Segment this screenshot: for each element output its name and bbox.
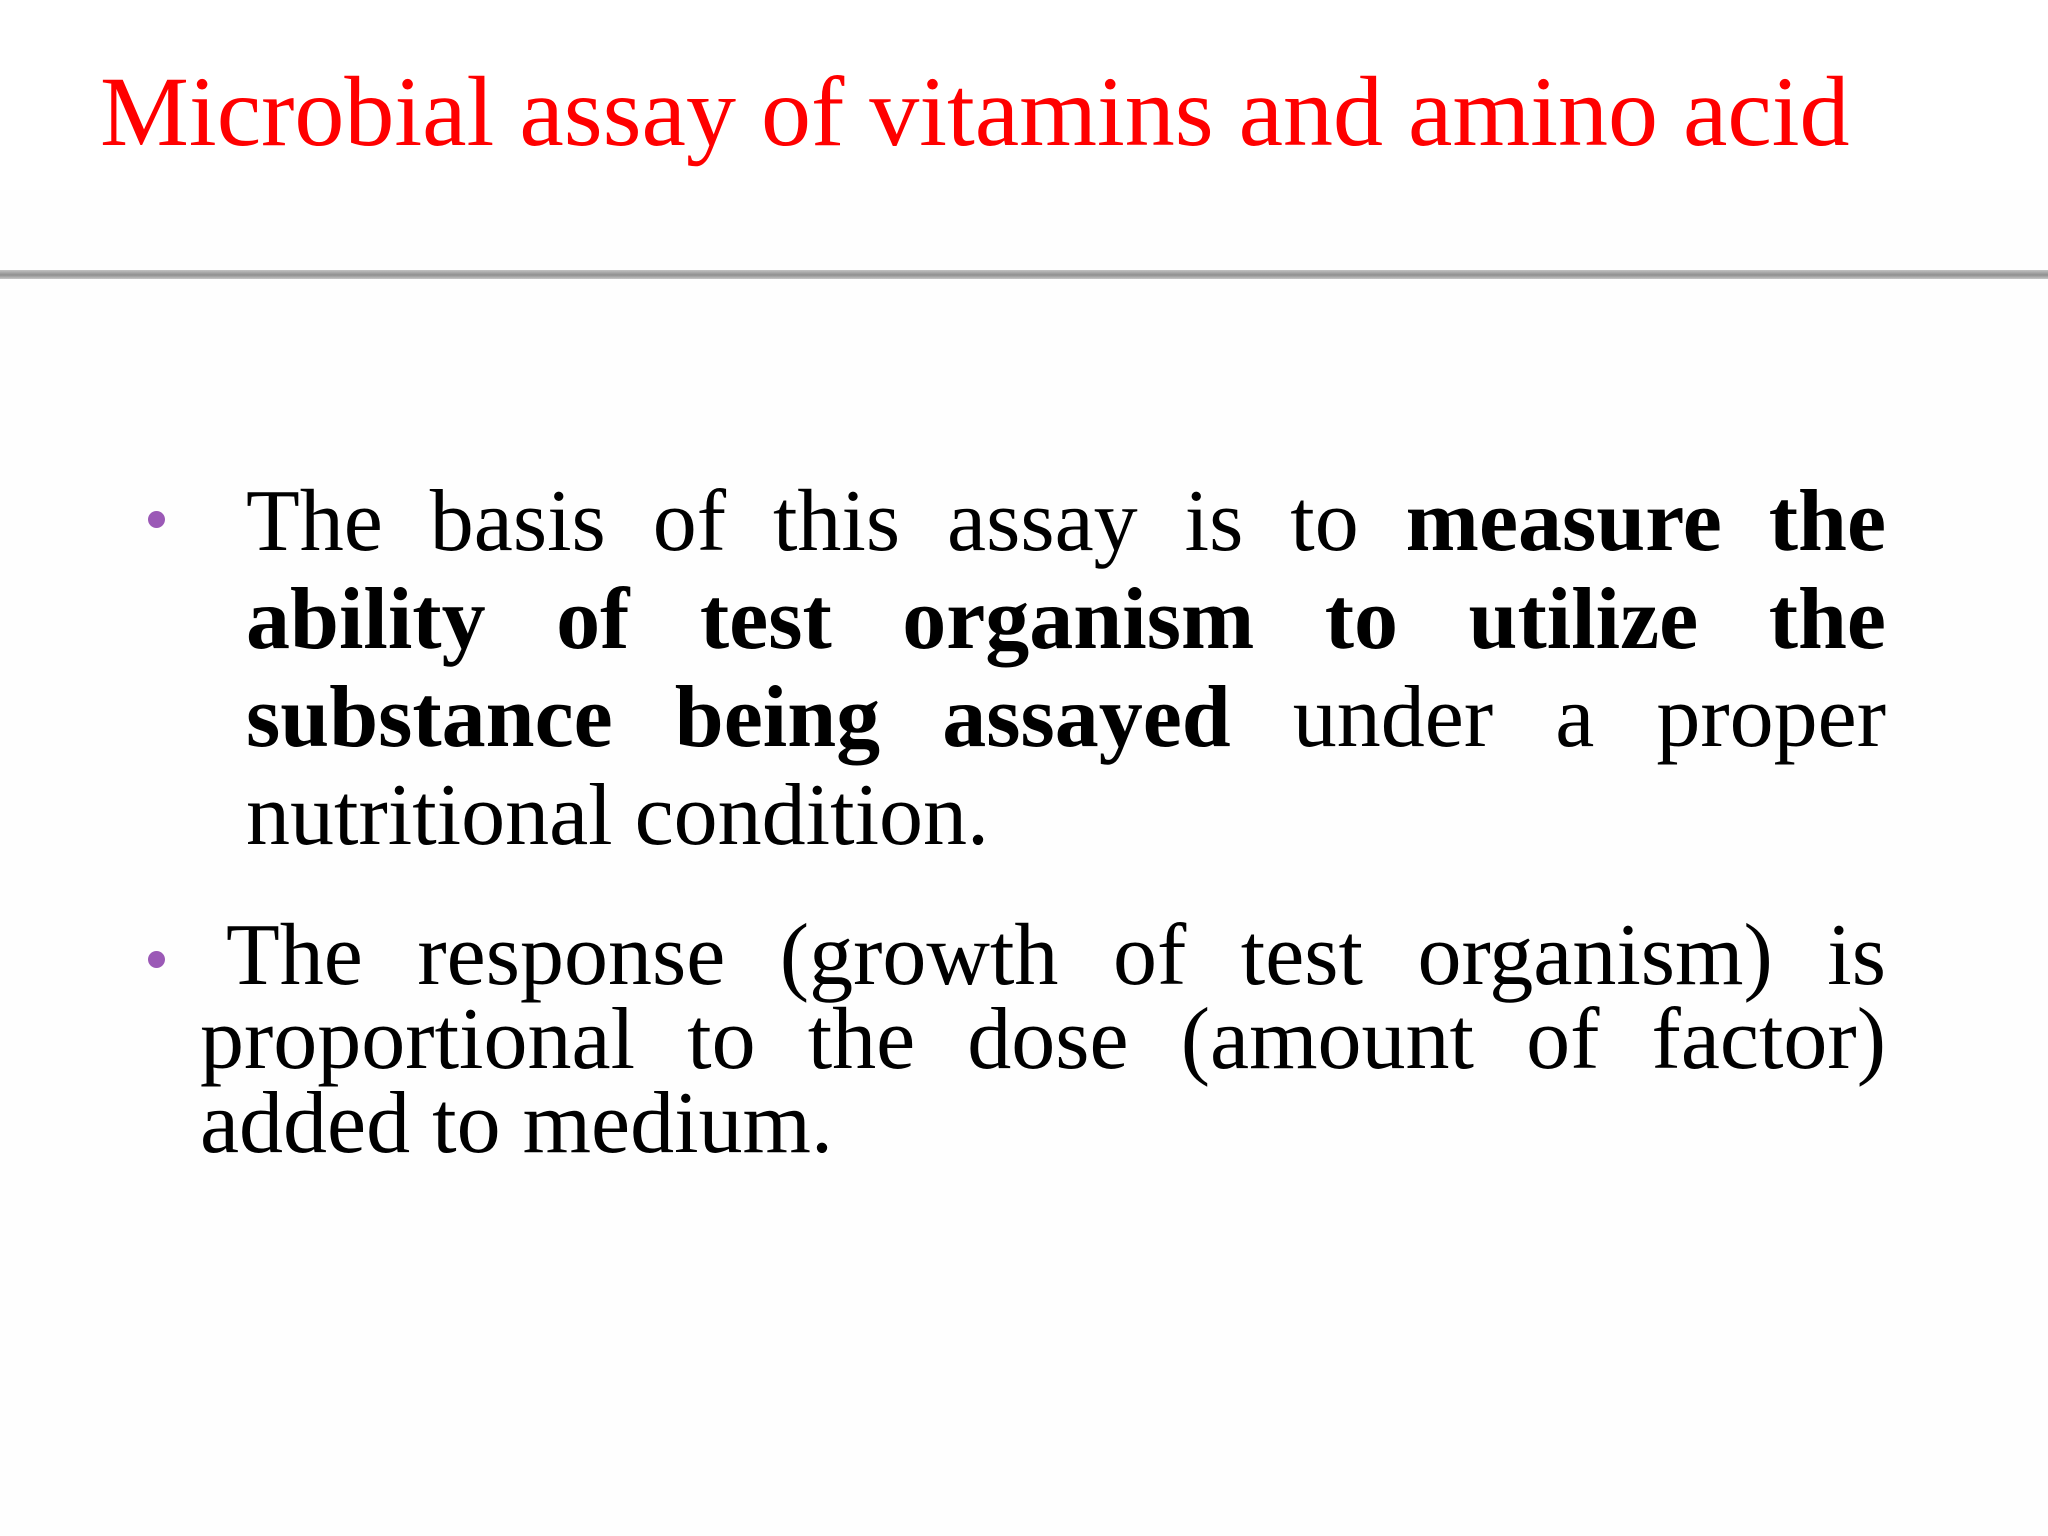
bullet-text <box>246 473 1886 865</box>
bullet-text-plain: The response (growth of test organism) is proportional to the dose (amount of factor) added to medium. <box>200 907 1886 1172</box>
bullet-text-plain: The basis of this assay is to <box>246 473 1406 570</box>
slide-title: Microbial assay of vitamins and amino acid <box>100 56 1850 167</box>
bullet-text-bold: measure the ability of test organism to utilize the substance being assayed <box>246 473 1887 766</box>
bullet-dot-icon <box>148 511 165 528</box>
bullet-dot-icon <box>148 951 165 968</box>
bullet-text <box>200 907 1886 1172</box>
bullet-text-plain: under a proper nutritional condition. <box>246 669 1886 864</box>
